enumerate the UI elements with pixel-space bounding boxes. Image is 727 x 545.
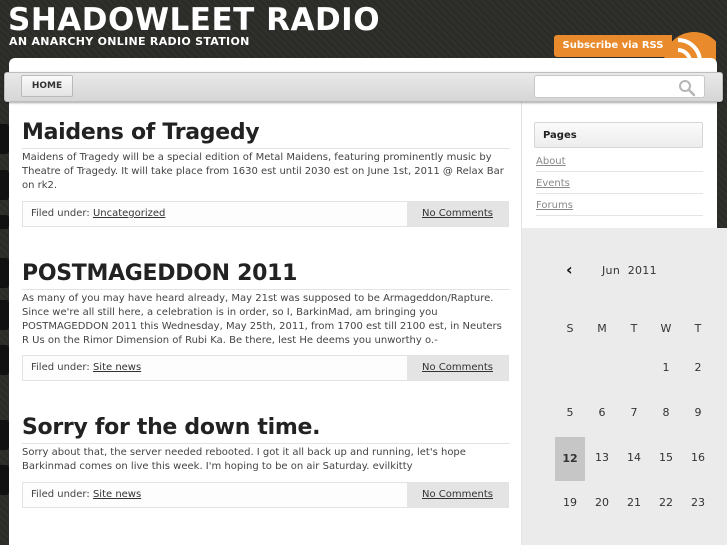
calendar-month: Jun [602,264,621,277]
sidebar-link-events[interactable]: Events [536,178,703,194]
calendar-day[interactable]: 8 [662,406,670,419]
post-body: Sorry about that, the server needed rebooted. I got it all back up and running, let's hope Barkinmad comes on live this week. I'm hoping to be on air Saturday. evilkitty [22,447,466,472]
rss-subscribe-button[interactable]: Subscribe via RSS [554,35,672,57]
filed-under [31,208,165,219]
calendar-day[interactable]: 1 [662,361,670,374]
calendar-day[interactable]: 14 [627,451,641,464]
left-edge-tab [0,170,9,200]
sidebar-link-about[interactable]: About [536,156,703,172]
left-edge-tab [0,215,9,229]
post-meta [22,355,509,381]
calendar-day[interactable]: 19 [563,496,577,509]
filed-under-label: Filed under: [31,362,90,373]
post-meta [22,482,509,508]
calendar-day[interactable]: 22 [659,496,673,509]
calendar-prev-arrow[interactable]: ‹ [566,260,573,279]
calendar-weekday: T [694,322,702,335]
site-title[interactable]: SHADOWLEET RADIO [8,2,381,38]
left-edge-tab [0,300,9,330]
sidebar-link-forums[interactable]: Forums [536,200,703,216]
calendar-day[interactable]: 9 [694,406,702,419]
left-edge-tab [0,465,9,495]
calendar-day[interactable]: 20 [595,496,609,509]
calendar-day[interactable]: 23 [691,496,705,509]
calendar-day[interactable]: 6 [598,406,606,419]
search-icon[interactable] [678,79,696,97]
calendar-weekday: W [660,322,672,335]
left-edge-tab [0,124,9,154]
post [22,415,510,500]
post-body: Maidens of Tragedy will be a special edition of Metal Maidens, featuring prominently music by Theatre of Tragedy. It will take place from 1630 est until 2030 est on June 1st, 2011 @ Relax Bar on rk2. [22,152,504,191]
comments-box [407,356,508,380]
nav-home-tab[interactable]: HOME [21,75,73,97]
calendar-day[interactable]: 15 [659,451,673,464]
calendar-month-label [602,264,657,277]
left-edge-tab [0,345,9,375]
calendar-year: 2011 [627,264,657,277]
calendar-day[interactable]: 2 [694,361,702,374]
calendar-day-today[interactable]: 12 [555,437,585,481]
filed-under-label: Filed under: [31,489,90,500]
comments-box [407,483,508,507]
post-title[interactable]: Sorry for the down time. [22,415,510,444]
left-edge-tab [0,420,9,450]
search-input[interactable] [534,75,705,98]
category-link[interactable]: Site news [92,489,142,500]
filed-under-label: Filed under: [31,208,90,219]
calendar-day[interactable]: 16 [691,451,705,464]
category-link[interactable]: Site news [92,362,142,373]
category-link[interactable]: Uncategorized [92,208,166,219]
calendar [522,228,727,545]
post-meta [22,201,509,227]
post-title[interactable]: Maidens of Tragedy [22,120,510,149]
sidebar-pages-heading: Pages [534,122,703,148]
calendar-weekday: M [597,322,607,335]
filed-under [31,362,141,373]
calendar-day[interactable]: 5 [566,406,574,419]
calendar-weekday: S [566,322,574,335]
calendar-day[interactable]: 7 [630,406,638,419]
nav-bar [4,72,723,102]
site-tagline: AN ANARCHY ONLINE RADIO STATION [9,35,250,48]
comments-box [407,202,508,226]
comments-link[interactable]: No Comments [422,208,493,219]
post [22,120,510,219]
calendar-day[interactable]: 13 [595,451,609,464]
comments-link[interactable]: No Comments [422,489,493,500]
post [22,261,510,373]
calendar-day[interactable]: 21 [627,496,641,509]
filed-under [31,489,141,500]
post-title[interactable]: POSTMAGEDDON 2011 [22,261,510,290]
post-body: As many of you may have heard already, May 21st was supposed to be Armageddon/Rapture. Since we're all still here, a celebration is in order, so I, BarkinMad, am bringing you POSTMAGEDDON 2011 this Wednesday, May 25th, 2011, from 1700 est till 2100 est, in Neuters R Us on the Rimor Dimension of Rubi Ka. Be there, lest He deems you unworthy o.- [22,293,502,346]
comments-link[interactable]: No Comments [422,362,493,373]
calendar-weekday: T [630,322,638,335]
left-edge-tab [0,258,9,288]
